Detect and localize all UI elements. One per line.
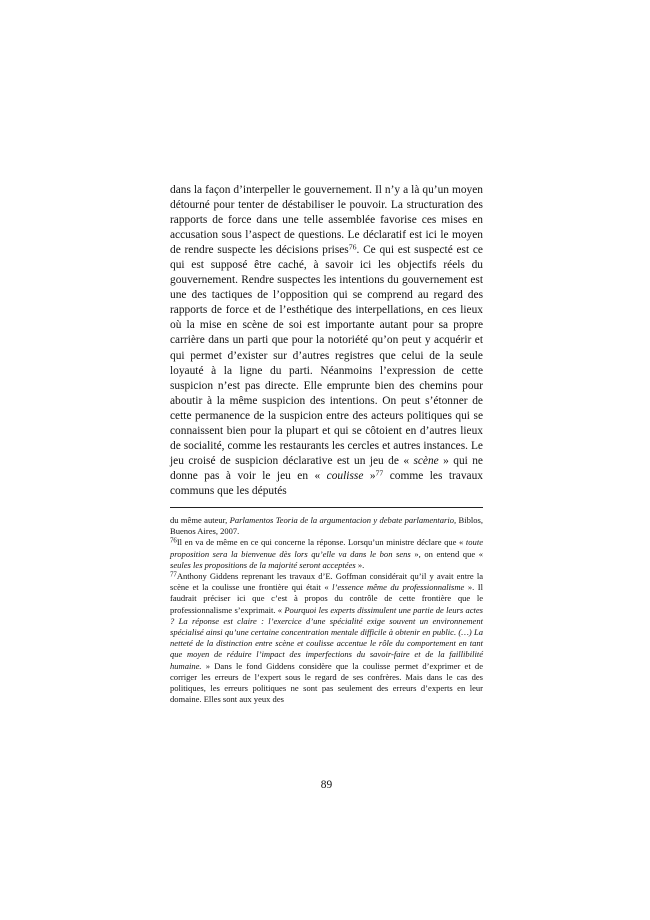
term-scene: scène	[413, 454, 439, 467]
footnote-76-quote-2: seules les propositions de la majorité seront acceptées	[170, 559, 356, 570]
footnote-76	[170, 537, 483, 571]
footnote-77-quote-1: l’essence même du professionnalisme	[332, 582, 465, 593]
body-text-part1: dans la façon d’interpeller le gouvernement. Il n’y a là qu’un moyen détourné pour tenter de déstabiliser le pouvoir. La structuration des rapports de force dans une telle assemblée favorise ces mises en accusation sous l’aspect de questions. Le déclaratif est ici le moyen de rendre suspecte les décisions prises	[170, 184, 483, 257]
footnote-continued	[170, 515, 483, 537]
footnote-77-text-c: » Dans le fond Giddens considère que la coulisse permet d’exprimer et de corriger les erreurs de l’expert sous le regard de ses confrères. Mais dans le cas des politiques, les erreurs politiques ne sont pas seulement des erreurs d’experts en leur domaine. Elles sont aux yeux des	[170, 660, 483, 705]
footnote-77-quote-2: Pourquoi les experts dissimulent une partie de leurs actes ? La réponse est claire : l’exercice d’une spécialité exige souvent un environnement spécialisé ainsi qu’une certaine concentration mentale difficile à obtenir en public. (…) La netteté de la distinction entre scène et coulisse accentue le rôle du comportement en tant que moyen de réduire l’impact des imperfections du savoir-faire et de la faillibilité humaine.	[170, 604, 484, 671]
body-text-part5: comme les travaux communs que les députés	[170, 469, 483, 497]
footnote-continued-title: Parlamentos Teoria de la argumentacion y debate parlamentario,	[229, 515, 457, 525]
footnote-77-number: 77	[170, 571, 177, 579]
footnote-ref-76: 76	[348, 242, 357, 252]
footnote-76-quote-1: toute proposition sera la bienvenue dès lors qu’elle va dans le bon sens	[170, 537, 483, 559]
footnote-77-text-b: ». Il faudrait préciser ici que c’est à propos du contrôle de cette frontière que le professionnalisme s’exprimait. «	[170, 582, 483, 615]
main-paragraph	[170, 183, 483, 499]
page-number: 89	[320, 779, 333, 791]
footnote-76-text-c: ».	[355, 559, 365, 570]
footnote-77-text-a: Anthony Giddens reprenant les travaux d’E. Goffman considérait qu’il y avait entre la scène et la coulisse une frontière qui était «	[170, 571, 483, 593]
footnote-ref-77: 77	[375, 468, 384, 478]
footnote-76-text-a: Il en va de même en ce qui concerne la réponse. Lorsqu’un ministre déclare que «	[176, 537, 466, 548]
footnotes	[170, 515, 483, 705]
footnote-77	[170, 571, 483, 705]
footnote-76-text-b: », on entend que «	[410, 548, 483, 559]
body-text-part3: » qui ne donne pas à voir le jeu en «	[170, 454, 483, 482]
footnote-76-number: 76	[170, 537, 177, 545]
body-text-part2: . Ce qui est suspecté est ce qui est supposé être caché, à savoir ici les objectifs réels du gouvernement. Rendre suspectes les intentions du gouvernement est une des tactiques de l’opposition qui se comprend au regard des rapports de force et de l’esthétique des interpellations, en ces lieux où la mise en scène de soi est importante autant pour sa propre carrière dans un parti que pour la notoriété qu’on peut y acquérir et qui permet d’exister sur d’autres registres que celui de la seule loyauté à la ligne du parti. Néanmoins l’expression de cette suspicion n’est pas directe. Elle emprunte bien des chemins pour aboutir à la même suspicion des intentions. On peut s’étonner de cette permanence de la suspicion entre des acteurs politiques qui se connaissent bien pour la plupart et qui se côtoient en d’autres lieux de socialité, comme les restaurants les cercles et autres instances. Le jeu croisé de suspicion déclarative est un jeu de «	[170, 244, 483, 467]
body-text-part4: »	[363, 469, 376, 482]
footnote-separator	[170, 507, 483, 508]
footnote-continued-text: du même auteur,	[170, 515, 230, 525]
term-coulisse: coulisse	[326, 469, 364, 482]
footnote-continued-publisher: Biblos, Buenos Aires, 2007.	[170, 515, 483, 537]
